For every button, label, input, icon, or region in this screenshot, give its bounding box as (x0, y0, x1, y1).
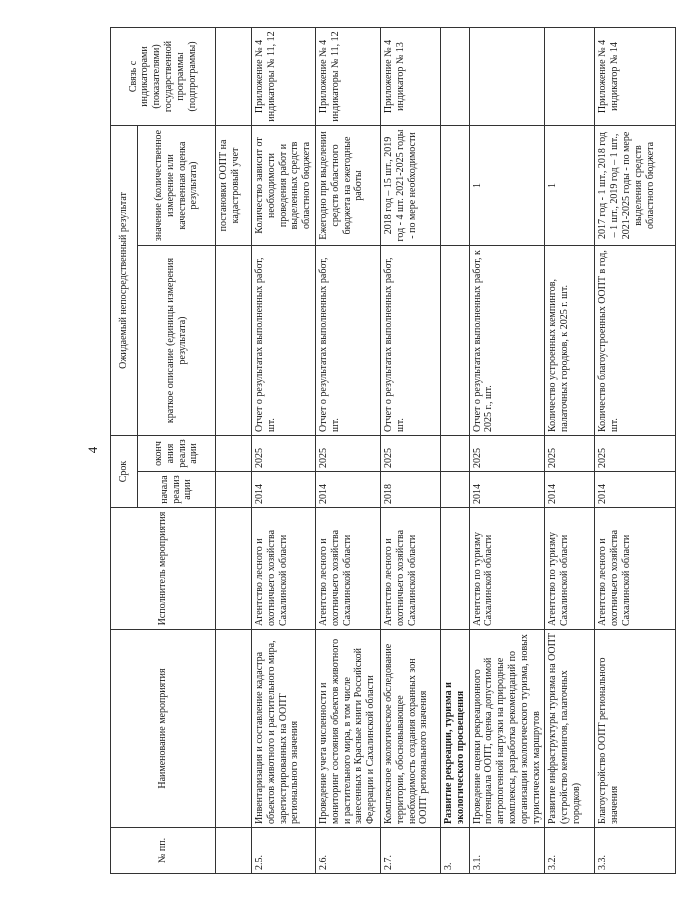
cell-executor: Агентство по туризму Сахалинской области (469, 508, 545, 630)
header-name: Наименование мероприятия (111, 630, 216, 828)
header-result: Ожидаемый непосредственный результат (111, 125, 138, 435)
cell-executor: Агентство лесного и охотничьего хозяйства Сахалинской области (380, 508, 440, 630)
cell-end: 2025 (469, 436, 545, 472)
cell-executor: Агентство лесного и охотничьего хозяйства Сахалинской области (595, 508, 676, 630)
cell-name: Проведение учета численности и мониторинг состояния объектов животного и растительного мира, в том числе занесенных в Красные книги Российской Федерации и Сахалинской области (315, 630, 380, 828)
cell-num: 3. (440, 828, 469, 874)
header-term-start: начала реализации (138, 472, 216, 508)
cell-value: 1 (469, 125, 545, 245)
cell-num: 3.1. (469, 828, 545, 874)
header-num: № пп. (111, 828, 216, 874)
table-row (545, 27, 595, 873)
cell-desc: Отчет о результатах выполненных работ, шт. (380, 246, 440, 436)
cell-start (216, 472, 252, 508)
cell-desc: Количество устроенных кемпингов, палаточных городков, к 2025 г. шт. (545, 246, 595, 436)
cell-num: 2.6. (315, 828, 380, 874)
cell-link (216, 27, 252, 125)
cell-num: 3.2. (545, 828, 595, 874)
cell-name: Проведение оценки рекреационного потенциала ООПТ, оценка допустимой антропогенной нагрузки на природные комплексы, разработка рекомендаций по организации экологического туризма, новых туристических маршрутов (469, 630, 545, 828)
cell-value: Количество зависит от необходимости проведения работ и выделенных средств областного бюджета (252, 125, 316, 245)
cell-start: 2018 (380, 472, 440, 508)
cell-value: 2018 год – 15 шт., 2019 год - 4 шт. 2021-2025 годы - по мере необходимости (380, 125, 440, 245)
cell-link: Приложение № 4 индикаторы № 11, 12 (315, 27, 380, 125)
header-executor: Исполнитель мероприятия (111, 508, 216, 630)
table-row (595, 27, 676, 873)
cell-start: 2014 (252, 472, 316, 508)
cell-link (440, 27, 469, 125)
cell-desc: Отчет о результатах выполненных работ, к 2025 г., шт. (469, 246, 545, 436)
cell-desc (216, 246, 252, 436)
header-result-value: значение (количественное измерение или качественная оценка результата) (138, 125, 216, 245)
cell-start: 2014 (545, 472, 595, 508)
cell-start: 2014 (469, 472, 545, 508)
cell-executor (440, 508, 469, 630)
cell-end (440, 436, 469, 472)
cell-link: Приложение № 4 индикаторы № 11, 12 (252, 27, 316, 125)
header-row-1 (111, 27, 138, 873)
cell-num: 2.7. (380, 828, 440, 874)
cell-name (216, 630, 252, 828)
section-title: Развитие рекреации, туризма и экологического просвещения (440, 630, 469, 828)
measures-table (110, 27, 676, 874)
cell-executor: Агентство по туризму Сахалинской области (545, 508, 595, 630)
cell-start: 2014 (595, 472, 676, 508)
cell-value (440, 125, 469, 245)
table-row (252, 27, 316, 873)
header-result-desc: краткое описание (единицы измерения результата) (138, 246, 216, 436)
cell-executor: Агентство лесного и охотничьего хозяйства Сахалинской области (252, 508, 316, 630)
cell-name: Комплексное экологическое обследование территории, обосновывающее необходимость создания охранных зон ООПТ регионального значения (380, 630, 440, 828)
cell-end: 2025 (380, 436, 440, 472)
table-viewport (110, 28, 656, 874)
cell-link (469, 27, 545, 125)
table-row-section (440, 27, 469, 873)
cell-end: 2025 (545, 436, 595, 472)
cell-desc: Количество благоустроенных ООПТ в год, шт. (595, 246, 676, 436)
cell-start: 2014 (315, 472, 380, 508)
cell-desc: Отчет о результатах выполненных работ, шт. (252, 246, 316, 436)
table-row-continuation (216, 27, 252, 873)
cell-num: 3.3. (595, 828, 676, 874)
cell-desc (440, 246, 469, 436)
cell-end: 2025 (595, 436, 676, 472)
cell-start (440, 472, 469, 508)
cell-value: 2017 год - 1 шт., 2018 год – 1 шт., 2019 год – 1 шт., 2021-2025 годы - по мере выделения средств областного бюджета (595, 125, 676, 245)
cell-num (216, 828, 252, 874)
cell-name: Инвентаризация и составление кадастра объектов животного и растительного мира, зарегистрированных на ООПТ регионального значения (252, 630, 316, 828)
cell-desc: Отчет о результатах выполненных работ, шт. (315, 246, 380, 436)
cell-end: 2025 (315, 436, 380, 472)
cell-num: 2.5. (252, 828, 316, 874)
cell-end: 2025 (252, 436, 316, 472)
cell-link: Приложение № 4 индикатор № 13 (380, 27, 440, 125)
header-term-end: окончания реализации (138, 436, 216, 472)
rotated-table-container (110, 28, 656, 874)
table-row (469, 27, 545, 873)
cell-executor: Агентство лесного и охотничьего хозяйства Сахалинской области (315, 508, 380, 630)
cell-end (216, 436, 252, 472)
table-row (315, 27, 380, 873)
page-number: 4 (85, 446, 100, 454)
cell-executor (216, 508, 252, 630)
cell-value: постановки ООПТ на кадастровый учет (216, 125, 252, 245)
header-term: Срок (111, 436, 138, 508)
cell-name: Развитие инфраструктуры туризма на ООПТ (устройство кемпингов, палаточных городков) (545, 630, 595, 828)
cell-link (545, 27, 595, 125)
cell-value: 1 (545, 125, 595, 245)
cell-value: Ежегодно при выделении средств областного бюджета на ежегодные работы (315, 125, 380, 245)
table-row (380, 27, 440, 873)
cell-name: Благоустройство ООПТ регионального значения (595, 630, 676, 828)
header-link: Связь с индикаторами (показателями) государственной программы (подпрограммы) (111, 27, 216, 125)
cell-link: Приложение № 4 индикатор № 14 (595, 27, 676, 125)
